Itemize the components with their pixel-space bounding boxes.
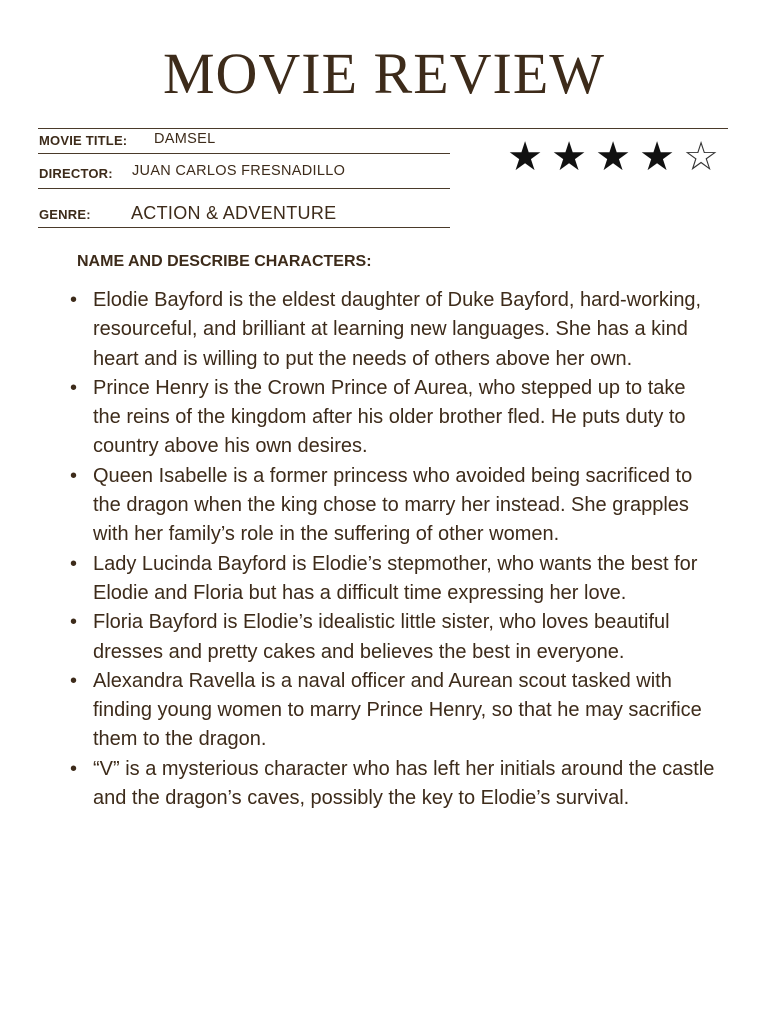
character-description: Lady Lucinda Bayford is Elodie’s stepmother, who wants the best for Elodie and Floria but has a difficult time expressing her love. bbox=[93, 552, 698, 604]
star-rating bbox=[505, 133, 721, 181]
genre-label: GENRE: bbox=[39, 207, 91, 222]
director-value: JUAN CARLOS FRESNADILLO bbox=[132, 163, 346, 179]
star-empty-icon: ☆ bbox=[683, 134, 719, 180]
character-description: Prince Henry is the Crown Prince of Aurea, who stepped up to take the reins of the kingdom after his older brother fled. He puts duty to country above his own desires. bbox=[93, 376, 686, 458]
character-description: Floria Bayford is Elodie’s idealistic little sister, who loves beautiful dresses and pretty cakes and believes the best in everyone. bbox=[93, 611, 670, 663]
bullet-icon: • bbox=[70, 289, 78, 311]
character-item bbox=[67, 755, 717, 814]
characters-heading: NAME AND DESCRIBE CHARACTERS: bbox=[77, 253, 372, 270]
character-description: Elodie Bayford is the eldest daughter of Duke Bayford, hard-working, resourceful, and brilliant at learning new languages. She has a kind heart and is willing to put the needs of others above her own. bbox=[93, 289, 702, 370]
star-filled-icon: ★ bbox=[639, 134, 675, 180]
movie-title-underline bbox=[38, 153, 450, 154]
character-item bbox=[67, 667, 717, 755]
bullet-icon: • bbox=[70, 757, 78, 780]
genre-underline bbox=[38, 227, 450, 228]
bullet-icon: • bbox=[70, 552, 78, 575]
character-item bbox=[67, 550, 717, 609]
character-item bbox=[67, 462, 717, 550]
bullet-icon: • bbox=[70, 611, 78, 634]
character-item bbox=[67, 608, 717, 667]
star-filled-icon: ★ bbox=[595, 134, 631, 180]
character-description: Queen Isabelle is a former princess who avoided being sacrificed to the dragon when the king chose to marry her instead. She grapples with her family’s role in the suffering of other women. bbox=[93, 464, 693, 546]
director-label: DIRECTOR: bbox=[39, 166, 113, 181]
top-divider bbox=[38, 128, 728, 129]
character-description: “V” is a mysterious character who has left her initials around the castle and the dragon’s caves, possibly the key to Elodie’s survival. bbox=[93, 757, 715, 810]
character-item bbox=[67, 374, 717, 462]
character-description: Alexandra Ravella is a naval officer and Aurean scout tasked with finding young women to marry Prince Henry, so that he may sacrifice them to the dragon. bbox=[93, 669, 702, 751]
bullet-icon: • bbox=[70, 464, 78, 487]
page-title: MOVIE REVIEW bbox=[162, 41, 606, 106]
bullet-icon: • bbox=[70, 669, 78, 692]
director-underline bbox=[38, 188, 450, 189]
bullet-icon: • bbox=[70, 376, 78, 399]
movie-title-label: MOVIE TITLE: bbox=[39, 133, 128, 148]
genre-value: ACTION & ADVENTURE bbox=[131, 203, 337, 223]
star-filled-icon: ★ bbox=[551, 134, 587, 180]
character-list bbox=[67, 286, 717, 813]
movie-title-value: DAMSEL bbox=[154, 131, 216, 147]
star-filled-icon: ★ bbox=[507, 134, 543, 180]
character-item bbox=[67, 286, 717, 374]
